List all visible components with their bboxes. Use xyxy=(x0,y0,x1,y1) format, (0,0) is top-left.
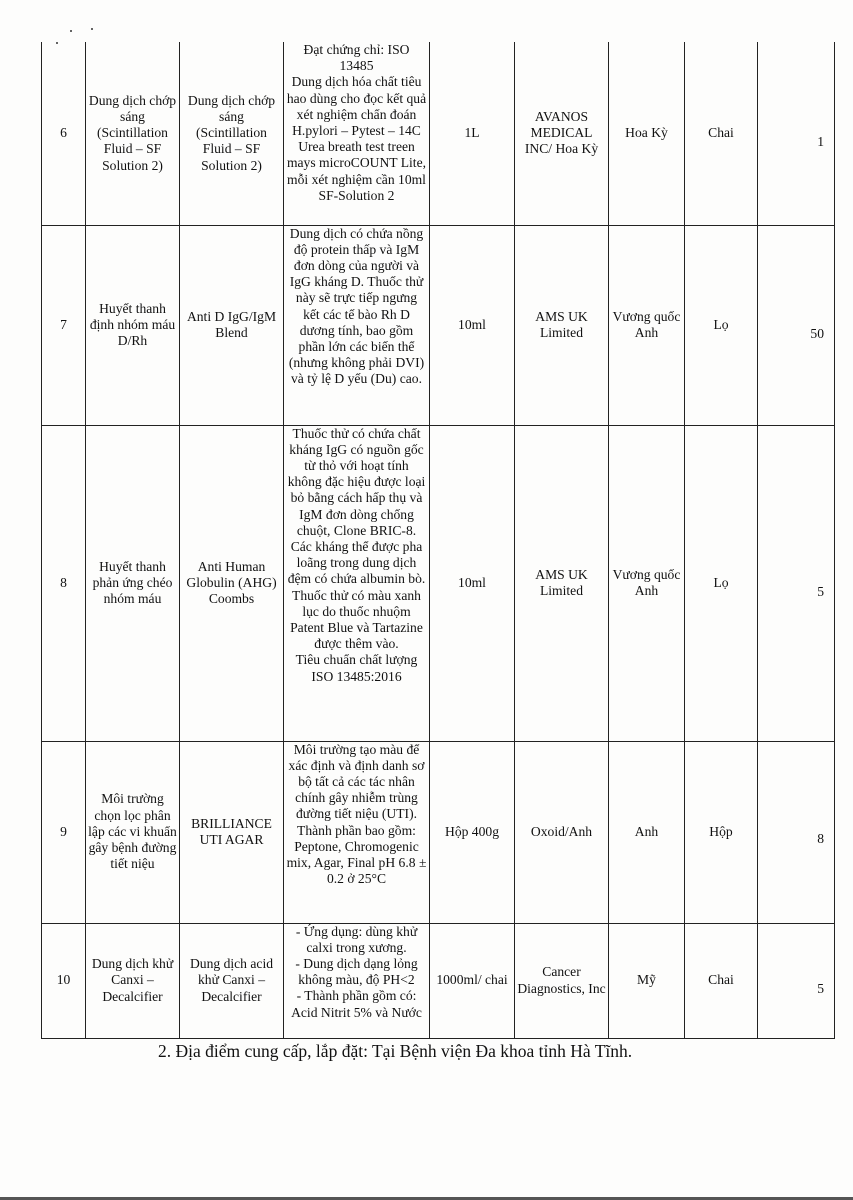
cell-item-name: Dung dịch khử Canxi – Decalcifier xyxy=(86,923,180,1038)
cell-unit: Hộp xyxy=(685,741,758,923)
table-row xyxy=(42,225,835,425)
cell-quantity: 8 xyxy=(758,741,835,923)
spec-line: Thuốc thử có chứa chất kháng IgG có nguồn gốc từ thỏ với hoạt tính không đặc hiệu được loại bỏ bằng cách hấp thụ và IgM đơn dòng chống chuột, Clone BRIC-8. Các kháng thể được pha loãng trong dung dịch đệm có chứa albumin bò. Thuốc thử có màu xanh lục do thuốc nhuộm Patent Blue và Tartazine được thêm vào. xyxy=(287,425,426,652)
cell-quantity: 50 xyxy=(758,225,835,425)
spec-line: - Thành phần gồm có: Acid Nitrit 5% và Nước xyxy=(291,988,422,1020)
cell-stt: 7 xyxy=(42,225,86,425)
cell-product-name: Anti Human Globulin (AHG) Coombs xyxy=(180,425,284,741)
table-row xyxy=(42,923,835,1038)
cell-manufacturer: AMS UK Limited xyxy=(515,225,609,425)
cell-origin: Hoa Kỳ xyxy=(609,42,685,225)
cell-packaging: 1L xyxy=(430,42,515,225)
spec-line: Dung dịch có chứa nồng độ protein thấp và IgM đơn dòng của người và IgG kháng D. Thuốc thử này sẽ trực tiếp ngưng kết các tế bào Rh D dương tính, bao gồm phần lớn các biến thể (nhưng không phải DVI) và tỷ lệ D yếu (Du) cao. xyxy=(288,225,425,387)
cell-manufacturer: Oxoid/Anh xyxy=(515,741,609,923)
cell-origin: Mỹ xyxy=(609,923,685,1038)
delivery-location-note: 2. Địa điểm cung cấp, lắp đặt: Tại Bệnh viện Đa khoa tỉnh Hà Tĩnh. xyxy=(158,1041,633,1061)
cell-stt: 8 xyxy=(42,425,86,741)
supply-items-table xyxy=(41,42,835,1039)
cell-origin: Vương quốc Anh xyxy=(609,225,685,425)
spec-line: Dung dịch hóa chất tiêu hao dùng cho đọc kết quả xét nghiệm chẩn đoán H.pylori – Pytest – 14C Urea breath test treen mays microCOUNT Lite, mỗi xét nghiệm cần 10ml SF-Solution 2 xyxy=(286,74,427,203)
table-row xyxy=(42,42,835,225)
cell-manufacturer: AVANOS MEDICAL INC/ Hoa Kỳ xyxy=(515,42,609,225)
cell-quantity: 1 xyxy=(758,42,835,225)
cell-stt: 6 xyxy=(42,42,86,225)
cell-unit: Lọ xyxy=(685,425,758,741)
cell-item-name: Dung dịch chớp sáng (Scintillation Fluid – SF Solution 2) xyxy=(86,42,180,225)
cell-product-name: BRILLIANCE UTI AGAR xyxy=(180,741,284,923)
spec-line: Tiêu chuẩn chất lượng ISO 13485:2016 xyxy=(295,652,418,684)
cell-specification xyxy=(284,741,430,923)
cell-manufacturer: AMS UK Limited xyxy=(515,425,609,741)
cell-specification xyxy=(284,425,430,741)
cell-quantity: 5 xyxy=(758,425,835,741)
cell-origin: Vương quốc Anh xyxy=(609,425,685,741)
cell-item-name: Huyết thanh định nhóm máu D/Rh xyxy=(86,225,180,425)
cell-unit: Chai xyxy=(685,923,758,1038)
spec-line: Đạt chứng chỉ: ISO 13485 xyxy=(303,42,410,74)
cell-unit: Chai xyxy=(685,42,758,225)
cell-packaging: 10ml xyxy=(430,425,515,741)
cell-unit: Lọ xyxy=(685,225,758,425)
cell-packaging: 1000ml/ chai xyxy=(430,923,515,1038)
cell-stt: 10 xyxy=(42,923,86,1038)
table-row xyxy=(42,425,835,741)
spec-line: Môi trường tạo màu để xác định và định danh sơ bộ tất cả các tác nhân chính gây nhiễm trùng đường tiết niệu (UTI). xyxy=(288,741,425,822)
cell-specification xyxy=(284,923,430,1038)
cell-packaging: 10ml xyxy=(430,225,515,425)
cell-manufacturer: Cancer Diagnostics, Inc xyxy=(515,923,609,1038)
spec-line: Thành phần bao gồm: Peptone, Chromogenic mix, Agar, Final pH 6.8 ± 0.2 ở 25°C xyxy=(286,822,427,887)
cell-specification xyxy=(284,42,430,225)
cell-item-name: Môi trường chọn lọc phân lập các vi khuẩn gây bệnh đường tiết niệu xyxy=(86,741,180,923)
cell-item-name: Huyết thanh phản ứng chéo nhóm máu xyxy=(86,425,180,741)
cell-quantity: 5 xyxy=(758,923,835,1038)
spec-line: - Ứng dụng: dùng khử calxi trong xương. xyxy=(295,923,418,955)
scan-artifact-dot xyxy=(70,30,72,32)
cell-origin: Anh xyxy=(609,741,685,923)
spec-line: - Dung dịch dạng lỏng không màu, độ PH<2 xyxy=(295,955,418,988)
table-row xyxy=(42,741,835,923)
cell-packaging: Hộp 400g xyxy=(430,741,515,923)
cell-stt: 9 xyxy=(42,741,86,923)
cell-product-name: Anti D IgG/IgM Blend xyxy=(180,225,284,425)
scan-artifact-dot xyxy=(91,28,93,30)
cell-product-name: Dung dịch chớp sáng (Scintillation Fluid – SF Solution 2) xyxy=(180,42,284,225)
cell-specification xyxy=(284,225,430,425)
cell-product-name: Dung dịch acid khử Canxi – Decalcifier xyxy=(180,923,284,1038)
